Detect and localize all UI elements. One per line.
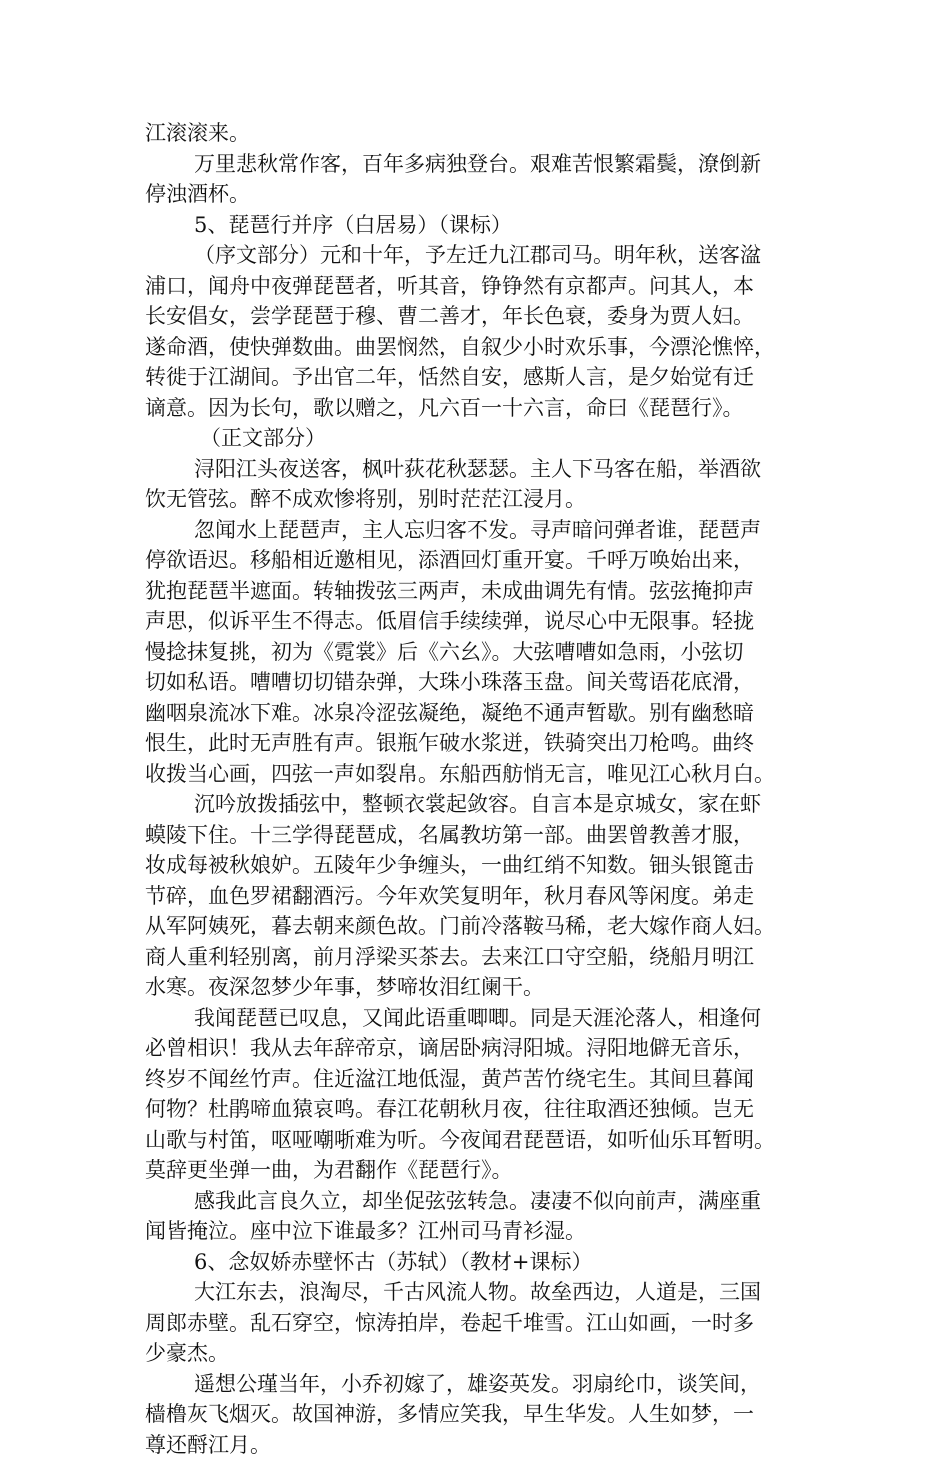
text-line: 莫辞更坐弹一曲，为君翻作《琵琶行》。 bbox=[0, 1155, 950, 1186]
text-line: 幽咽泉流冰下难。冰泉冷涩弦凝绝，凝绝不通声暂歇。别有幽愁暗 bbox=[0, 698, 950, 729]
text-line: 6、念奴娇赤壁怀古（苏轼）（教材+课标） bbox=[0, 1247, 950, 1278]
text-line: （序文部分）元和十年，予左迁九江郡司马。明年秋，送客湓 bbox=[0, 240, 950, 271]
text-line: 闻皆掩泣。座中泣下谁最多？江州司马青衫湿。 bbox=[0, 1216, 950, 1247]
text-line: 必曾相识！我从去年辞帝京，谪居卧病浔阳城。浔阳地僻无音乐， bbox=[0, 1033, 950, 1064]
text-line: 商人重利轻别离，前月浮梁买茶去。去来江口守空船，绕船月明江 bbox=[0, 942, 950, 973]
text-line: 声思，似诉平生不得志。低眉信手续续弹，说尽心中无限事。轻拢 bbox=[0, 606, 950, 637]
text-line: 少豪杰。 bbox=[0, 1338, 950, 1369]
text-line: 从军阿姨死，暮去朝来颜色故。门前冷落鞍马稀，老大嫁作商人妇。 bbox=[0, 911, 950, 942]
text-line: 收拨当心画，四弦一声如裂帛。东船西舫悄无言，唯见江心秋月白。 bbox=[0, 759, 950, 790]
text-line: 妆成每被秋娘妒。五陵年少争缠头，一曲红绡不知数。钿头银篦击 bbox=[0, 850, 950, 881]
text-line: 万里悲秋常作客，百年多病独登台。艰难苦恨繁霜鬓，潦倒新 bbox=[0, 149, 950, 180]
text-line: 蟆陵下住。十三学得琵琶成，名属教坊第一部。曲罢曾教善才服， bbox=[0, 820, 950, 851]
text-line: 长安倡女，尝学琵琶于穆、曹二善才，年长色衰，委身为贾人妇。 bbox=[0, 301, 950, 332]
text-line: 水寒。夜深忽梦少年事，梦啼妆泪红阑干。 bbox=[0, 972, 950, 1003]
document-body bbox=[0, 118, 950, 1460]
text-line: 终岁不闻丝竹声。住近湓江地低湿，黄芦苦竹绕宅生。其间旦暮闻 bbox=[0, 1064, 950, 1095]
text-line: 切如私语。嘈嘈切切错杂弹，大珠小珠落玉盘。间关莺语花底滑， bbox=[0, 667, 950, 698]
text-line: 尊还酹江月。 bbox=[0, 1430, 950, 1460]
text-line: 停浊酒杯。 bbox=[0, 179, 950, 210]
text-line: 周郎赤壁。乱石穿空，惊涛拍岸，卷起千堆雪。江山如画，一时多 bbox=[0, 1308, 950, 1339]
text-line: 樯橹灰飞烟灭。故国神游，多情应笑我，早生华发。人生如梦，一 bbox=[0, 1399, 950, 1430]
text-line: 忽闻水上琵琶声，主人忘归客不发。寻声暗问弹者谁，琵琶声 bbox=[0, 515, 950, 546]
text-line: （正文部分） bbox=[0, 423, 950, 454]
text-line: 我闻琵琶已叹息，又闻此语重唧唧。同是天涯沦落人，相逢何 bbox=[0, 1003, 950, 1034]
text-line: 慢捻抹复挑，初为《霓裳》后《六幺》。大弦嘈嘈如急雨，小弦切 bbox=[0, 637, 950, 668]
text-line: 感我此言良久立，却坐促弦弦转急。凄凄不似向前声，满座重 bbox=[0, 1186, 950, 1217]
text-line: 江滚滚来。 bbox=[0, 118, 950, 149]
text-line: 大江东去，浪淘尽，千古风流人物。故垒西边，人道是，三国 bbox=[0, 1277, 950, 1308]
text-line: 饮无管弦。醉不成欢惨将别，别时茫茫江浸月。 bbox=[0, 484, 950, 515]
text-line: 5、琵琶行并序（白居易）（课标） bbox=[0, 210, 950, 241]
text-line: 山歌与村笛，呕哑嘲哳难为听。今夜闻君琵琶语，如听仙乐耳暂明。 bbox=[0, 1125, 950, 1156]
text-line: 犹抱琵琶半遮面。转轴拨弦三两声，未成曲调先有情。弦弦掩抑声 bbox=[0, 576, 950, 607]
text-line: 何物？杜鹃啼血猿哀鸣。春江花朝秋月夜，往往取酒还独倾。岂无 bbox=[0, 1094, 950, 1125]
text-line: 沉吟放拨插弦中，整顿衣裳起敛容。自言本是京城女，家在虾 bbox=[0, 789, 950, 820]
text-line: 恨生，此时无声胜有声。银瓶乍破水浆迸，铁骑突出刀枪鸣。曲终 bbox=[0, 728, 950, 759]
text-line: 遂命酒，使快弹数曲。曲罢悯然，自叙少小时欢乐事，今漂沦憔悴， bbox=[0, 332, 950, 363]
text-line: 节碎，血色罗裙翻酒污。今年欢笑复明年，秋月春风等闲度。弟走 bbox=[0, 881, 950, 912]
text-line: 转徙于江湖间。予出官二年，恬然自安，感斯人言，是夕始觉有迁 bbox=[0, 362, 950, 393]
text-line: 浦口，闻舟中夜弹琵琶者，听其音，铮铮然有京都声。问其人，本 bbox=[0, 271, 950, 302]
text-line: 遥想公瑾当年，小乔初嫁了，雄姿英发。羽扇纶巾，谈笑间， bbox=[0, 1369, 950, 1400]
text-line: 浔阳江头夜送客，枫叶荻花秋瑟瑟。主人下马客在船，举酒欲 bbox=[0, 454, 950, 485]
text-line: 停欲语迟。移船相近邀相见，添酒回灯重开宴。千呼万唤始出来， bbox=[0, 545, 950, 576]
text-line: 谪意。因为长句，歌以赠之，凡六百一十六言，命曰《琵琶行》。 bbox=[0, 393, 950, 424]
